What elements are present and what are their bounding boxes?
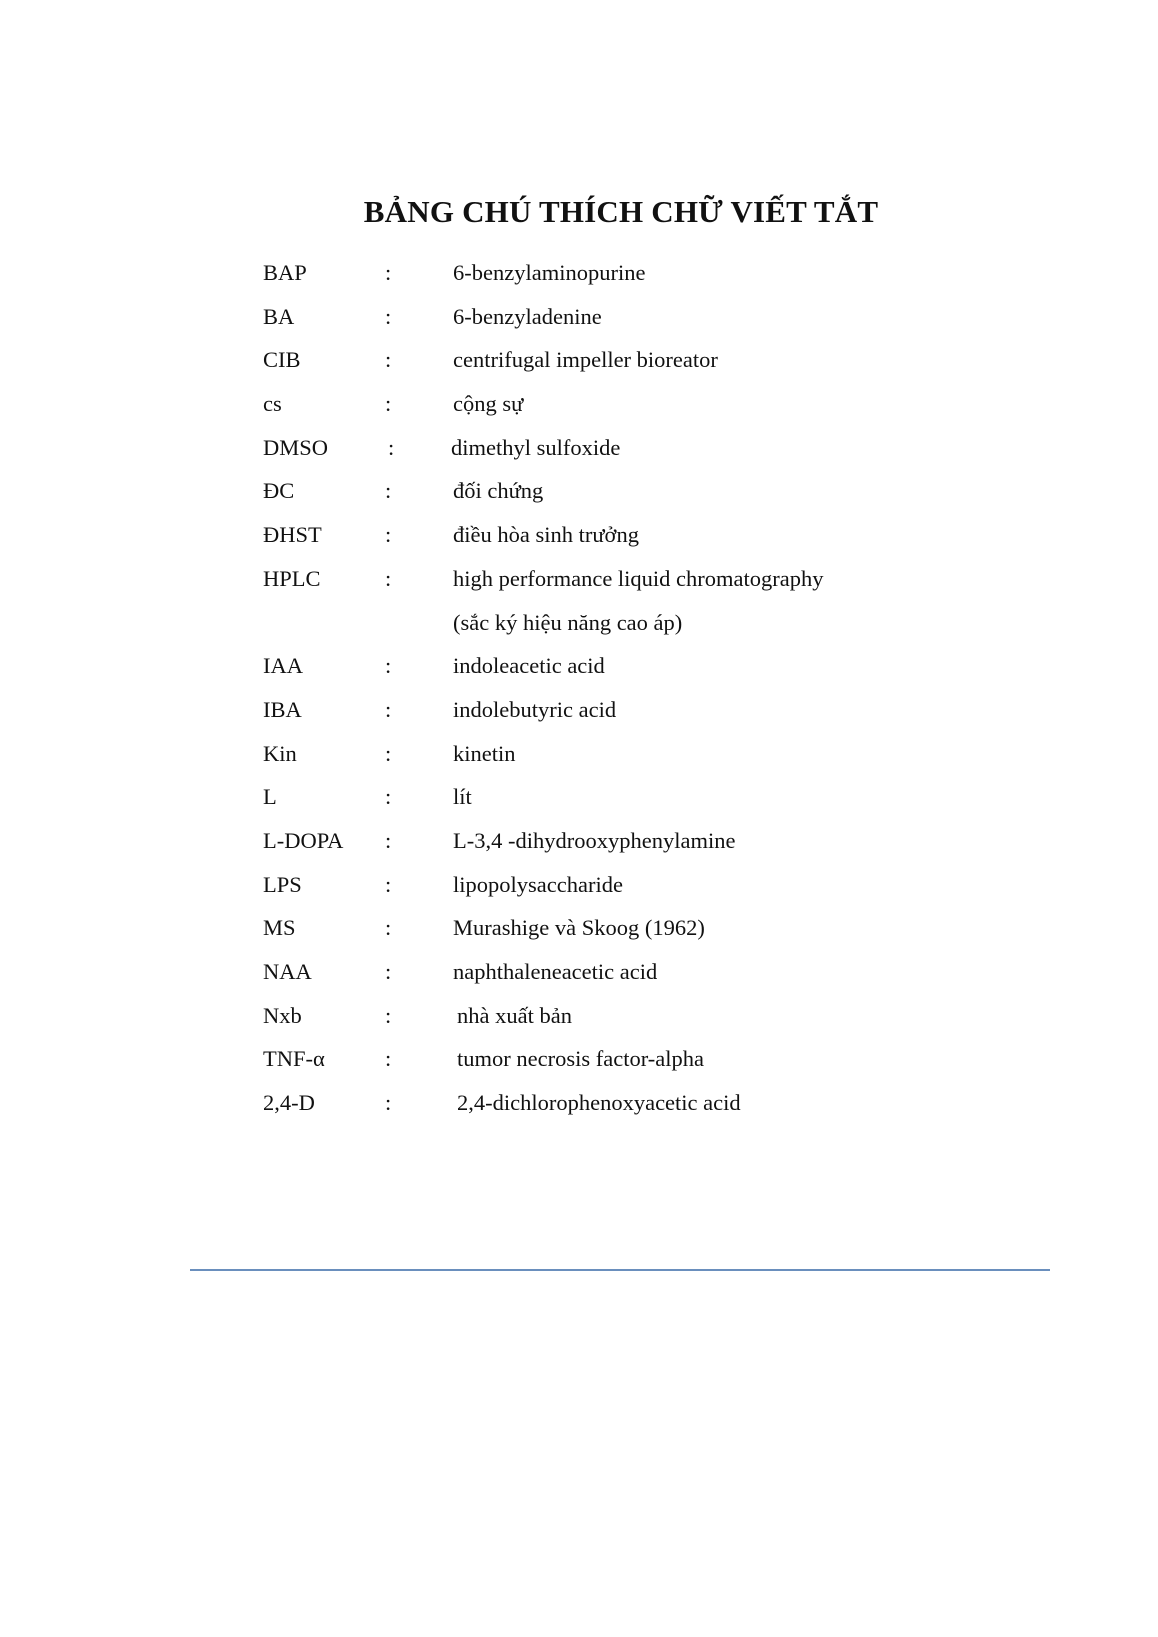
abbreviation-separator: : xyxy=(385,827,392,853)
abbreviation-term: 2,4-D xyxy=(263,1090,315,1116)
abbreviation-definition: (sắc ký hiệu năng cao áp) xyxy=(453,609,683,635)
abbreviation-term: Nxb xyxy=(263,1002,302,1028)
abbreviation-separator: : xyxy=(385,1002,392,1028)
abbreviation-definition: điều hòa sinh trưởng xyxy=(453,522,639,548)
abbreviation-separator: : xyxy=(385,653,392,679)
abbreviation-row xyxy=(263,870,983,914)
abbreviation-row xyxy=(263,476,983,520)
abbreviation-row xyxy=(263,520,983,564)
abbreviation-separator: : xyxy=(385,871,392,897)
abbreviation-row xyxy=(263,1044,983,1088)
abbreviation-row xyxy=(263,345,983,389)
abbreviation-definition: lít xyxy=(453,784,472,810)
abbreviation-separator: : xyxy=(385,696,392,722)
abbreviation-definition: centrifugal impeller bioreator xyxy=(453,347,718,373)
abbreviation-term: TNF-α xyxy=(263,1046,325,1072)
abbreviation-definition: high performance liquid chromatography xyxy=(453,565,824,591)
abbreviation-term: ĐHST xyxy=(263,522,322,548)
abbreviation-term: DMSO xyxy=(263,434,329,460)
abbreviation-row xyxy=(263,564,983,608)
abbreviation-row xyxy=(263,913,983,957)
abbreviation-term: IAA xyxy=(263,653,303,679)
abbreviation-term: MS xyxy=(263,915,296,941)
abbreviation-separator: : xyxy=(385,1090,392,1116)
abbreviation-definition: Murashige và Skoog (1962) xyxy=(453,915,705,941)
abbreviation-term: cs xyxy=(263,391,282,417)
abbreviation-row xyxy=(263,957,983,1001)
abbreviation-row xyxy=(263,302,983,346)
abbreviation-term: LPS xyxy=(263,871,302,897)
abbreviation-definition: lipopolysaccharide xyxy=(453,871,623,897)
abbreviation-row xyxy=(263,433,983,477)
abbreviation-term: CIB xyxy=(263,347,301,373)
abbreviation-term: BA xyxy=(263,303,295,329)
abbreviation-separator: : xyxy=(385,565,392,591)
abbreviation-row xyxy=(263,826,983,870)
abbreviation-term: Kin xyxy=(263,740,297,766)
abbreviation-term: IBA xyxy=(263,696,302,722)
abbreviation-definition: kinetin xyxy=(453,740,516,766)
abbreviation-definition: 6-benzyladenine xyxy=(453,303,602,329)
page-title: BẢNG CHÚ THÍCH CHỮ VIẾT TẮT xyxy=(363,194,879,229)
abbreviation-separator: : xyxy=(385,740,392,766)
abbreviation-definition: cộng sự xyxy=(453,391,524,417)
abbreviation-term: HPLC xyxy=(263,565,321,591)
abbreviation-term: ĐC xyxy=(263,478,295,504)
abbreviation-term: NAA xyxy=(263,959,312,984)
abbreviation-definition: L-3,4 -dihydrooxyphenylamine xyxy=(453,827,736,853)
abbreviation-separator: : xyxy=(385,959,392,984)
abbreviation-separator: : xyxy=(388,434,395,460)
footer-divider xyxy=(190,1269,1050,1271)
abbreviation-separator: : xyxy=(385,303,392,329)
abbreviation-separator: : xyxy=(385,478,392,504)
abbreviation-row xyxy=(263,651,983,695)
abbreviation-definition: indoleacetic acid xyxy=(453,653,605,679)
abbreviation-row xyxy=(263,1088,983,1132)
abbreviation-definition: indolebutyric acid xyxy=(453,696,617,722)
abbreviation-term: L-DOPA xyxy=(263,827,344,853)
abbreviation-separator: : xyxy=(385,391,392,417)
abbreviation-definition: naphthaleneacetic acid xyxy=(453,959,658,984)
abbreviation-definition: đối chứng xyxy=(453,478,544,504)
abbreviation-separator: : xyxy=(385,784,392,810)
abbreviation-separator: : xyxy=(385,915,392,941)
abbreviation-row xyxy=(263,695,983,739)
abbreviation-term: L xyxy=(263,784,277,810)
abbreviation-separator: : xyxy=(385,522,392,548)
abbreviation-definition: tumor necrosis factor-alpha xyxy=(457,1046,704,1072)
abbreviation-separator: : xyxy=(385,260,392,285)
abbreviation-row xyxy=(263,258,983,302)
abbreviation-definition: nhà xuất bản xyxy=(457,1002,572,1028)
abbreviation-separator: : xyxy=(385,347,392,373)
abbreviation-row xyxy=(263,739,983,783)
abbreviation-row xyxy=(263,1001,983,1045)
abbreviation-separator: : xyxy=(385,1046,392,1072)
abbreviation-definition: 2,4-dichlorophenoxyacetic acid xyxy=(457,1090,741,1116)
abbreviation-row-continuation xyxy=(263,608,983,652)
abbreviation-list xyxy=(263,258,983,1132)
abbreviation-term: BAP xyxy=(263,260,307,285)
abbreviation-definition: dimethyl sulfoxide xyxy=(451,434,621,460)
abbreviation-row xyxy=(263,782,983,826)
abbreviation-definition: 6-benzylaminopurine xyxy=(453,260,646,285)
abbreviation-row xyxy=(263,389,983,433)
